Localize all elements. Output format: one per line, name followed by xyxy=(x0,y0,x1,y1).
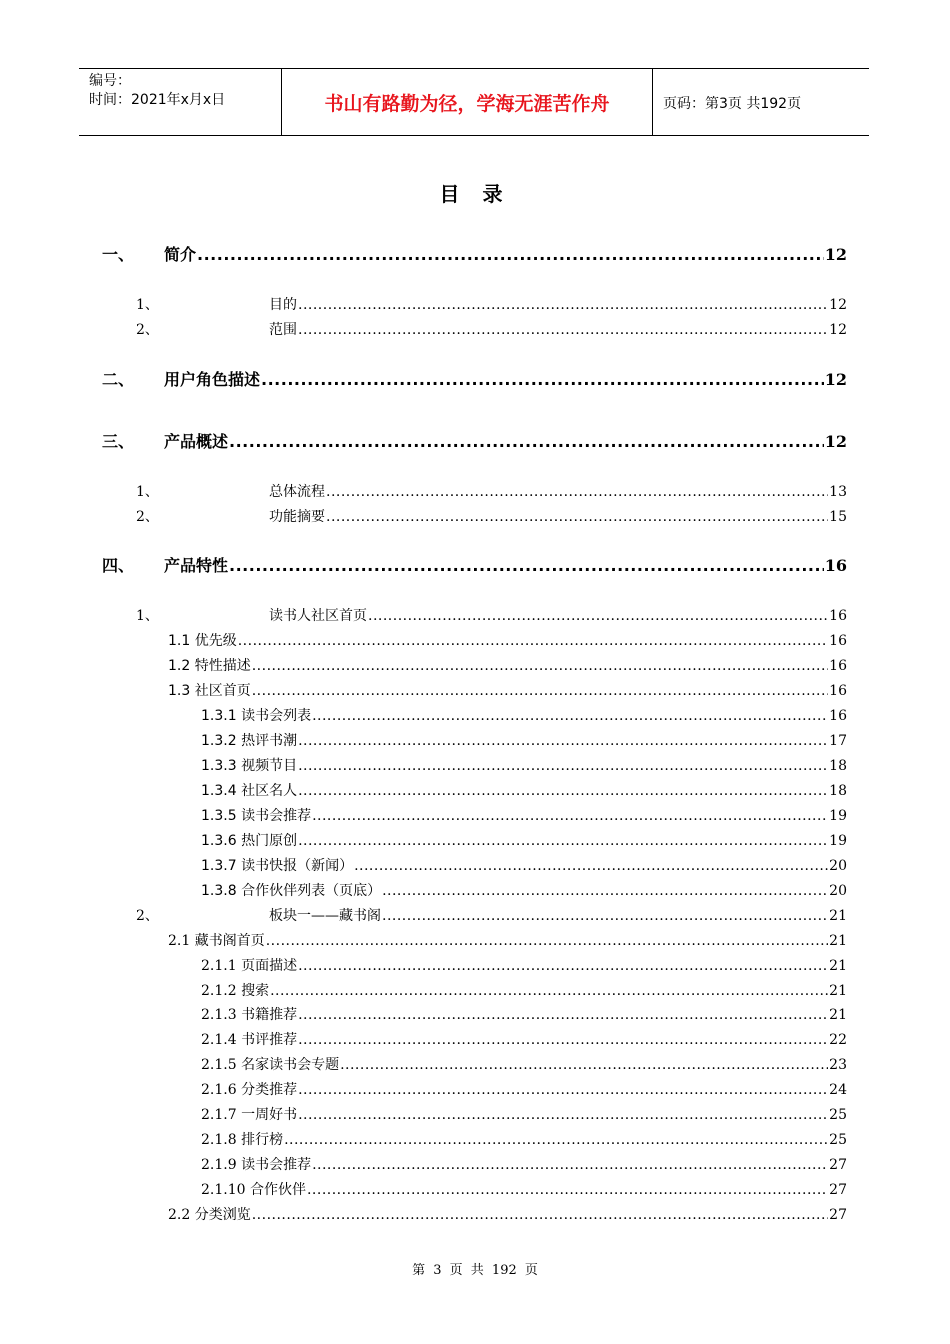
toc-label: 读书会推荐 xyxy=(241,1157,312,1173)
toc-label: 读书会推荐 xyxy=(241,808,312,824)
toc-number: 1.3.3 xyxy=(201,758,237,774)
toc-number: 1.3.5 xyxy=(201,808,237,824)
toc-entry[interactable] xyxy=(136,294,847,314)
toc-label: 合作伙伴列表（页底） xyxy=(241,883,382,899)
toc-number: 一、 xyxy=(102,245,135,264)
toc-number: 2.1.1 xyxy=(201,958,237,974)
toc-entry[interactable] xyxy=(201,805,847,825)
page-footer: 第 3 页 共 192 页 xyxy=(412,1263,538,1278)
toc-page: 27 xyxy=(829,1207,847,1223)
toc-title: 目 录 xyxy=(439,182,511,206)
toc-entry[interactable] xyxy=(201,1154,847,1174)
toc-number: 2.1.7 xyxy=(201,1107,237,1123)
header-meta xyxy=(89,72,225,110)
toc-label: 一周好书 xyxy=(241,1107,298,1123)
toc-page: 16 xyxy=(829,683,847,699)
toc-label: 藏书阁首页 xyxy=(194,933,265,949)
toc-entry[interactable] xyxy=(136,319,847,339)
toc-page: 16 xyxy=(829,708,847,724)
toc-entry[interactable] xyxy=(102,242,847,265)
toc-number: 2、 xyxy=(136,509,159,525)
toc-entry[interactable] xyxy=(201,1029,847,1049)
toc-number: 1.3.6 xyxy=(201,833,237,849)
toc-page: 13 xyxy=(829,484,847,500)
toc-page: 22 xyxy=(829,1032,847,1048)
toc-label: 优先级 xyxy=(194,633,237,649)
toc-label: 搜索 xyxy=(241,983,270,999)
toc-page: 12 xyxy=(824,370,847,389)
toc-number: 1、 xyxy=(136,608,159,624)
toc-page: 27 xyxy=(829,1182,847,1198)
toc-label: 目的 xyxy=(269,297,297,313)
toc-entry[interactable] xyxy=(201,830,847,850)
header-page-info: 页码：第3页 共192页 xyxy=(663,96,802,112)
toc-entry[interactable] xyxy=(201,730,847,750)
toc-page: 15 xyxy=(829,509,847,525)
toc-page: 16 xyxy=(829,608,847,624)
toc-page: 12 xyxy=(829,322,847,338)
toc-number: 四、 xyxy=(102,556,135,575)
toc-number: 2.1.9 xyxy=(201,1157,237,1173)
toc-number: 2、 xyxy=(136,322,159,338)
toc-label: 页面描述 xyxy=(241,958,298,974)
toc-number: 2.2 xyxy=(168,1207,191,1223)
toc-page: 21 xyxy=(829,958,847,974)
toc-number: 2.1.3 xyxy=(201,1007,237,1023)
toc-entry[interactable] xyxy=(102,429,847,452)
toc-label: 视频节目 xyxy=(241,758,298,774)
toc-entry[interactable] xyxy=(201,1104,847,1124)
toc-number: 1、 xyxy=(136,484,159,500)
toc-number: 2.1.6 xyxy=(201,1082,237,1098)
toc-label: 分类推荐 xyxy=(241,1082,298,1098)
toc-label: 用户角色描述 xyxy=(164,370,261,389)
toc-label: 书籍推荐 xyxy=(241,1007,298,1023)
toc-entry[interactable] xyxy=(201,1079,847,1099)
toc-entry[interactable] xyxy=(201,855,847,875)
toc-page: 21 xyxy=(829,933,847,949)
toc-entry[interactable] xyxy=(201,955,847,975)
toc-label: 产品概述 xyxy=(164,432,229,451)
toc-number: 三、 xyxy=(102,432,135,451)
toc-entry[interactable] xyxy=(168,680,847,700)
toc-page: 17 xyxy=(829,733,847,749)
toc-label: 读书会列表 xyxy=(241,708,312,724)
toc-label: 范围 xyxy=(269,322,297,338)
toc-page: 12 xyxy=(824,245,847,264)
toc-number: 1.3.2 xyxy=(201,733,237,749)
toc-number: 1.3.4 xyxy=(201,783,237,799)
toc-entry[interactable] xyxy=(102,553,847,576)
toc-number: 2.1.2 xyxy=(201,983,237,999)
toc-page: 25 xyxy=(829,1132,847,1148)
toc-label: 读书人社区首页 xyxy=(269,608,367,624)
toc-page: 21 xyxy=(829,908,847,924)
toc-label: 读书快报（新闻） xyxy=(241,858,354,874)
toc-label: 热门原创 xyxy=(241,833,298,849)
time-label: 时间：2021年x月x日 xyxy=(89,92,226,108)
toc-page: 16 xyxy=(824,556,847,575)
toc-label: 书评推荐 xyxy=(241,1032,298,1048)
toc-number: 1.3.1 xyxy=(201,708,237,724)
toc-page: 18 xyxy=(829,758,847,774)
toc-entry[interactable] xyxy=(201,705,847,725)
toc-entry[interactable] xyxy=(168,630,847,650)
toc-label: 合作伙伴 xyxy=(249,1182,306,1198)
toc-page: 16 xyxy=(829,633,847,649)
toc-label: 产品特性 xyxy=(164,556,229,575)
toc-number: 1、 xyxy=(136,297,159,313)
toc-label: 社区名人 xyxy=(241,783,298,799)
page-header xyxy=(79,68,869,136)
header-motto: 书山有路勤为径，学海无涯苦作舟 xyxy=(281,69,653,135)
toc-entry[interactable] xyxy=(201,780,847,800)
toc-page: 24 xyxy=(829,1082,847,1098)
toc-number: 2、 xyxy=(136,908,159,924)
toc-label: 简介 xyxy=(164,245,197,264)
toc-number: 1.3 xyxy=(168,683,191,699)
toc-entry[interactable] xyxy=(201,755,847,775)
toc-entry[interactable] xyxy=(168,930,847,950)
toc-entry[interactable] xyxy=(136,481,847,501)
toc-label: 特性描述 xyxy=(194,658,251,674)
toc-number: 1.2 xyxy=(168,658,191,674)
toc-page: 23 xyxy=(829,1057,847,1073)
toc-entry[interactable] xyxy=(201,980,847,1000)
toc-page: 19 xyxy=(829,833,847,849)
toc-page: 21 xyxy=(829,983,847,999)
toc-entry[interactable] xyxy=(201,1179,847,1199)
toc-page: 21 xyxy=(829,1007,847,1023)
toc-label: 总体流程 xyxy=(269,484,325,500)
toc-number: 1.3.8 xyxy=(201,883,237,899)
toc-label: 板块一——藏书阁 xyxy=(269,908,381,924)
toc-entry[interactable] xyxy=(201,1054,847,1074)
toc-entry[interactable] xyxy=(201,1129,847,1149)
toc-label: 分类浏览 xyxy=(194,1207,251,1223)
toc-page: 27 xyxy=(829,1157,847,1173)
toc-entry[interactable] xyxy=(136,605,847,625)
toc-entry[interactable] xyxy=(168,1204,847,1224)
toc-number: 2.1.10 xyxy=(201,1182,246,1198)
toc-entry[interactable] xyxy=(201,880,847,900)
toc-page: 25 xyxy=(829,1107,847,1123)
toc-label: 排行榜 xyxy=(241,1132,284,1148)
toc-label: 功能摘要 xyxy=(269,509,325,525)
toc-label: 社区首页 xyxy=(194,683,251,699)
toc-number: 二、 xyxy=(102,370,135,389)
toc-entry[interactable] xyxy=(102,367,847,390)
toc-number: 2.1 xyxy=(168,933,191,949)
toc-page: 19 xyxy=(829,808,847,824)
toc-entry[interactable] xyxy=(136,506,847,526)
toc-page: 16 xyxy=(829,658,847,674)
toc-number: 1.3.7 xyxy=(201,858,237,874)
toc-number: 2.1.8 xyxy=(201,1132,237,1148)
toc-page: 20 xyxy=(829,858,847,874)
toc-entry[interactable] xyxy=(201,1004,847,1024)
toc-number: 2.1.4 xyxy=(201,1032,237,1048)
toc-page: 12 xyxy=(829,297,847,313)
toc-page: 18 xyxy=(829,783,847,799)
toc-page: 20 xyxy=(829,883,847,899)
toc-page: 12 xyxy=(824,432,847,451)
toc-label: 热评书潮 xyxy=(241,733,298,749)
toc-number: 2.1.5 xyxy=(201,1057,237,1073)
toc-entry[interactable] xyxy=(168,655,847,675)
number-label: 编号： xyxy=(89,73,131,89)
toc-number: 1.1 xyxy=(168,633,191,649)
toc-entry[interactable] xyxy=(136,905,847,925)
toc-label: 名家读书会专题 xyxy=(241,1057,340,1073)
